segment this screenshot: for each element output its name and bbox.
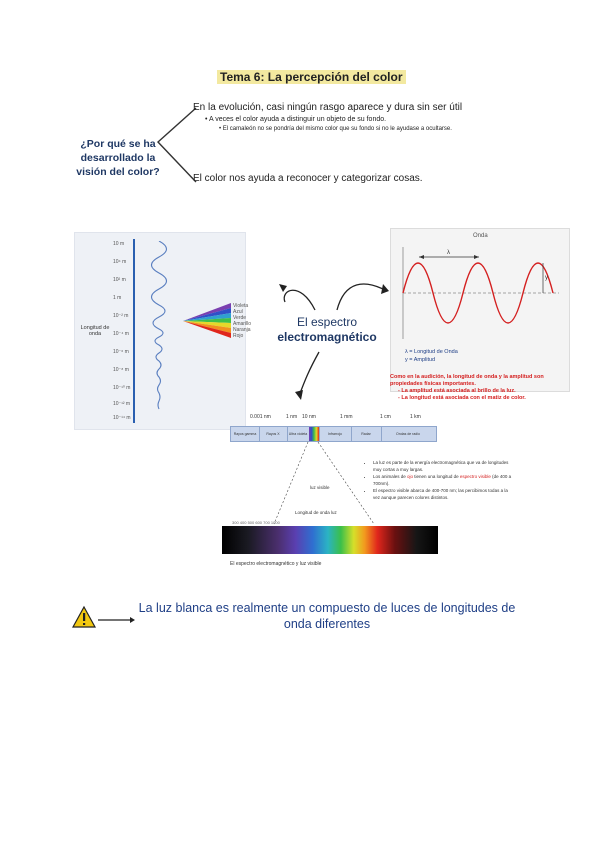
amplitude-note-point: - La amplitud está asociada al brillo de la luz. — [398, 388, 516, 394]
note-text: (de 400 a 700nm). — [373, 474, 512, 486]
gradient-caption: El espectro electromagnético y luz visible — [230, 561, 322, 567]
wavelength-side-label: Longitud de onda — [80, 325, 110, 337]
amplitude-note-intro: Como en la audición, la longitud de onda y la amplitud son propiedades físicas importantes. — [390, 374, 544, 387]
svg-text:y: y — [545, 275, 548, 281]
spectrum-heading-line1: El espectro — [296, 315, 358, 329]
bullet-evolution-sub: • A veces el color ayuda a distinguir un objeto de su fondo. — [205, 116, 387, 123]
visible-range-label: Longitud de onda luz — [295, 510, 337, 515]
visible-scale: 300 400 500 600 700 1000 — [232, 520, 280, 525]
note-item: • La luz es parte de la energía electromagnética que va de longitudes muy cortas a muy largas. — [373, 459, 515, 473]
spectrum-tick: 10 nm — [302, 414, 316, 420]
scale-label: 1 m — [113, 295, 122, 301]
scale-label: 10⁻⁴ m — [113, 331, 129, 337]
wave-figure — [390, 228, 570, 392]
svg-text:λ: λ — [447, 250, 450, 256]
spectrum-segment: Ultra violeta — [287, 427, 310, 441]
visible-light-label: luz visible — [310, 485, 330, 490]
spectrum-segment: Infrarrojo — [319, 427, 352, 441]
page-title: Tema 6: La percepción del color — [217, 70, 406, 84]
note-highlight: espectro visible — [459, 474, 491, 479]
spectrum-segment: Radar — [351, 427, 382, 441]
visible-spectrum-gradient — [222, 526, 438, 554]
bullet-evolution — [193, 102, 462, 132]
white-light-note: La luz blanca es realmente un compuesto de luces de longitudes de onda diferentes — [138, 601, 516, 631]
scale-label: 10⁻² m — [113, 313, 129, 319]
spectrum-heading — [272, 315, 382, 345]
left-spectrum-figure — [74, 232, 252, 430]
color-label: Azul — [233, 309, 243, 315]
scale-label: 10⁻¹² m — [113, 401, 131, 407]
wavelength-note-text: La longitud está asociada con el matiz de color. — [401, 395, 526, 401]
amplitude-note — [390, 374, 570, 402]
spectrum-segment: Rayos gamma — [231, 427, 260, 441]
spectrum-tick: 0.001 nm — [250, 414, 271, 420]
scale-label: 10⁻⁸ m — [113, 367, 129, 373]
bullet-categorize: El color nos ayuda a reconocer y categorizar cosas. — [193, 173, 423, 184]
wave-squiggle — [139, 241, 179, 423]
bullet-subsub-text: El camaleón no se pondría del mismo color que su fondo si no le ayudase a ocultarse. — [222, 126, 452, 132]
scale-label: 10⁻¹⁴ m — [113, 415, 131, 421]
note-item: • El espectro visible abarca de 400-700 nm; las percibimos todas a la vez aunque parecen colores distintos. — [373, 487, 515, 501]
scale-label: 10 m — [113, 241, 125, 247]
amplitude-legend: y = Amplitud — [405, 357, 436, 363]
question-text: ¿Por qué se ha desarrollado la visión del color? — [76, 138, 160, 178]
spectrum-segment: Ondas de radio — [396, 432, 420, 436]
bullet-evolution-subsub: • El camaleón no se pondría del mismo color que su fondo si no le ayudase a ocultarse. — [219, 126, 452, 132]
spectrum-heading-line2: electromagnético — [277, 330, 377, 344]
warning-icon — [72, 605, 136, 631]
scale-label: 10⁴ m — [113, 259, 127, 265]
note-text: tienen una longitud de — [413, 474, 460, 479]
spectrum-tick: 1 mm — [340, 414, 353, 420]
spectrum-notes — [365, 459, 515, 501]
spectrum-tick: 1 cm — [380, 414, 391, 420]
spectrum-segment: Rayos X — [259, 427, 288, 441]
color-label: Rojo — [233, 333, 244, 339]
scale-label: 10⁻⁶ m — [113, 349, 129, 355]
wavelength-note-point: - La longitud está asociada con el matiz de color. — [398, 395, 526, 401]
note-text: Los animales de — [373, 474, 408, 479]
color-label: Verde — [233, 315, 247, 321]
wave-title: Onda — [473, 233, 488, 239]
spectrum-axis — [133, 239, 135, 423]
spectrum-tick: 1 nm — [286, 414, 298, 420]
note-highlight: ojo — [407, 474, 414, 479]
note-item — [373, 473, 515, 487]
color-label: Naranja — [233, 327, 251, 333]
sine-wave-plot — [399, 243, 561, 343]
amplitude-note-text: La amplitud está asociada al brillo de la luz. — [401, 388, 516, 394]
spectrum-tick: 1 km — [410, 414, 421, 420]
bullet-evolution-text: En la evolución, casi ningún rasgo aparece y dura sin ser útil — [193, 102, 463, 113]
scale-label: 10⁻¹⁰ m — [113, 385, 131, 391]
color-label: Violeta — [233, 303, 249, 309]
wavelength-legend: λ = Longitud de Onda — [405, 349, 458, 355]
scale-label: 10² m — [113, 277, 126, 283]
color-label: Amarillo — [233, 321, 252, 327]
bullet-sub-text: A veces el color ayuda a distinguir un objeto de su fondo. — [209, 116, 387, 123]
